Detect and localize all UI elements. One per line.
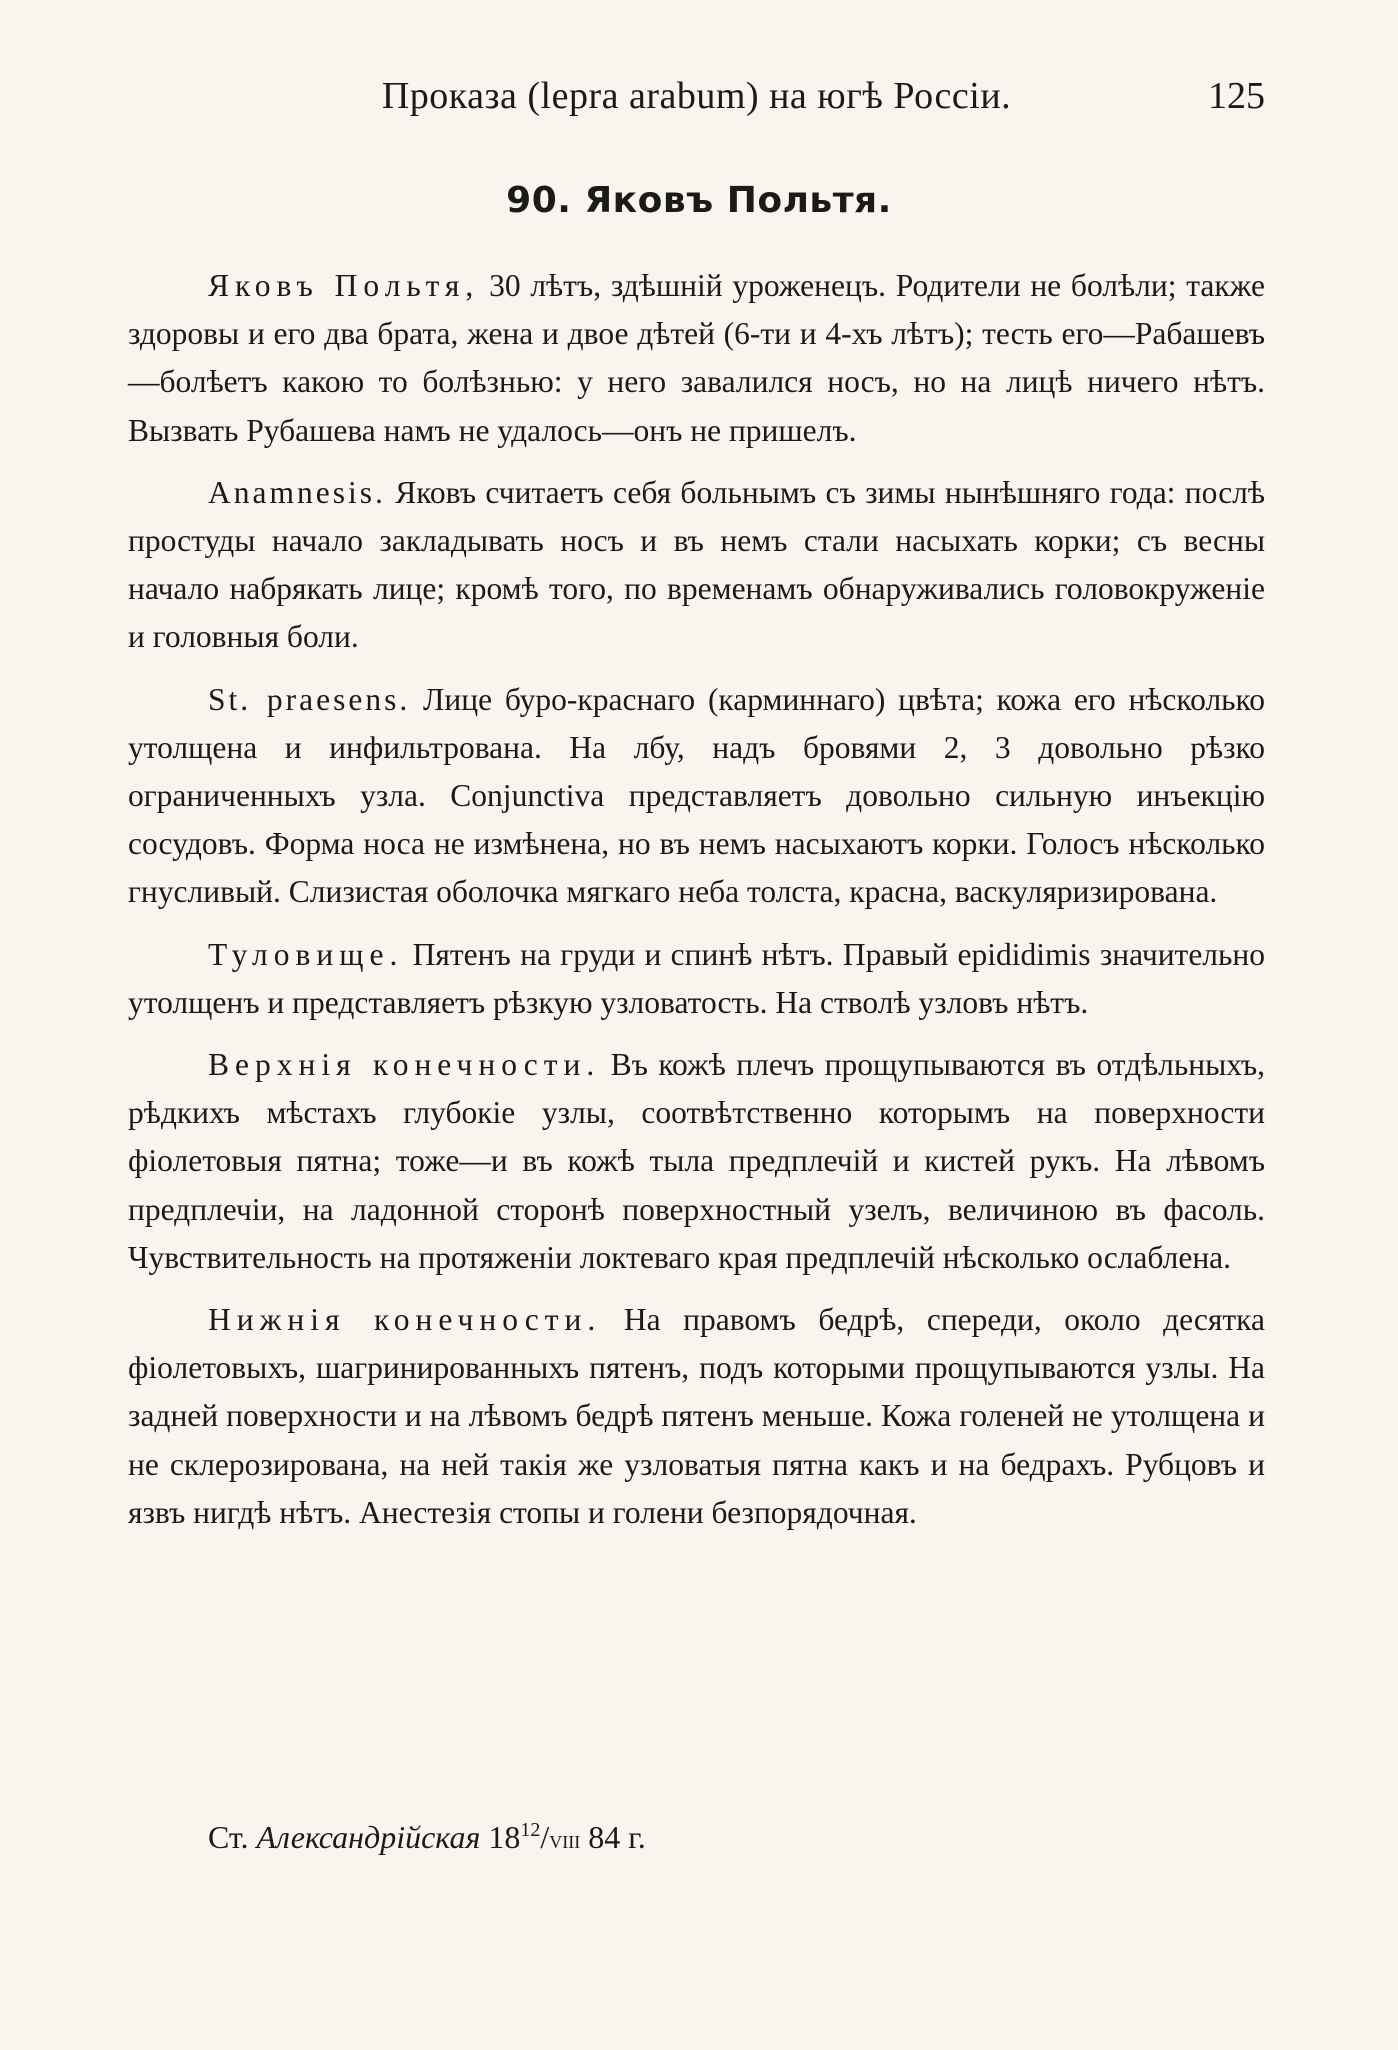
paragraph-text: Пятенъ на груди и спинѣ нѣтъ. Правый epididimis значительно утолщенъ и представляетъ рѣзкую узловатость. На стволѣ узловъ нѣтъ. [128,936,1265,1020]
status-heading: St. praesens. [208,681,411,717]
paragraph-status-praesens [128,676,1265,917]
anamnesis-heading: Anamnesis. [208,474,386,510]
page-number: 125 [1208,75,1265,117]
lower-limbs-heading: Нижнія конечности. [208,1302,602,1338]
entry-title: 90. Яковъ Польтя. [506,180,892,221]
paragraph-text: 30 лѣтъ, здѣшній уроженецъ. Родители не болѣли; также здоровы и его два брата, жена и двое дѣтей (6-ти и 4-хъ лѣтъ); тесть его—Рабашевъ—болѣетъ какою то болѣзнью: у него завалился носъ, но на лицѣ ничего нѣтъ. Вызвать Рубашева намъ не удалось—онъ не пришелъ. [128,268,1265,448]
patient-name-lead: Яковъ Польтя, [208,268,480,303]
case-description [128,262,1265,1551]
running-title: Проказа (lepra arabum) на югѣ Россіи. [381,75,1012,117]
paragraph-text: Въ кожѣ плечъ прощупываются въ отдѣльныхъ, рѣдкихъ мѣстахъ глубокіе узлы, соотвѣтственно которымъ на поверхности фіолетовыя пятна; тоже—и въ кожѣ тыла предплечій и кистей рукъ. На лѣвомъ предплечіи, на ладонной сторонѣ поверхностный узелъ, величиною въ фасоль. Чувствительность на протяженіи локтеваго края предплечій нѣсколько ослаблена. [128,1047,1265,1275]
paragraph-text: На правомъ бедрѣ, спереди, около десятка фіолетовыхъ, шагринированныхъ пятенъ, подъ которыми прощупываются узлы. На задней поверхности и на лѣвомъ бедрѣ пятенъ меньше. Кожа голеней не утолщена и не склерозирована, на ней такія же узловатыя пятна какъ и на бедрахъ. Рубцовъ и язвъ нигдѣ нѣтъ. Анестезія стопы и голени безпорядочная. [128,1302,1265,1530]
signature-suffix: г. [628,1819,646,1855]
signature-prefix: Ст. [208,1819,249,1855]
paragraph-lower-limbs [128,1296,1265,1537]
paragraph-text: Лице буро-краснаго (карминнаго) цвѣта; кожа его нѣсколько утолщена и инфильтрована. На лбу, надъ бровями 2, 3 довольно рѣзко ограниченныхъ узла. Conjunctiva представляетъ довольно сильную инъекцію сосудовъ. Форма носа не измѣнена, но въ немъ насыхаютъ корки. Голосъ нѣсколько гнусливый. Слизистая оболочка мягкаго неба толста, красна, васкуляризирована. [128,681,1265,910]
signature-year: 84 [588,1819,621,1855]
upper-limbs-heading: Верхнія конечности. [208,1047,601,1083]
paragraph-text: Яковъ считаетъ себя больнымъ съ зимы нынѣшняго года: послѣ простуды начало закладывать носъ и въ немъ стали насыхать корки; съ весны начало набрякать лице; кромѣ того, по временамъ обнаруживались головокруженіе и головныя боли. [128,474,1265,655]
signature-day: 18 [488,1819,521,1855]
signature-place: Александрійская [256,1819,481,1855]
signature-month-separator: / [540,1819,550,1855]
paragraph-history [128,262,1265,455]
paragraph-anamnesis [128,469,1265,662]
trunk-heading: Туловище. [208,936,404,972]
paragraph-upper-limbs [128,1041,1265,1282]
running-head [128,74,1265,124]
signature-month: VIII [549,1832,581,1852]
signature-superscript: 12 [520,1819,541,1841]
place-date-signature [208,1808,646,1864]
paragraph-trunk [128,931,1265,1027]
